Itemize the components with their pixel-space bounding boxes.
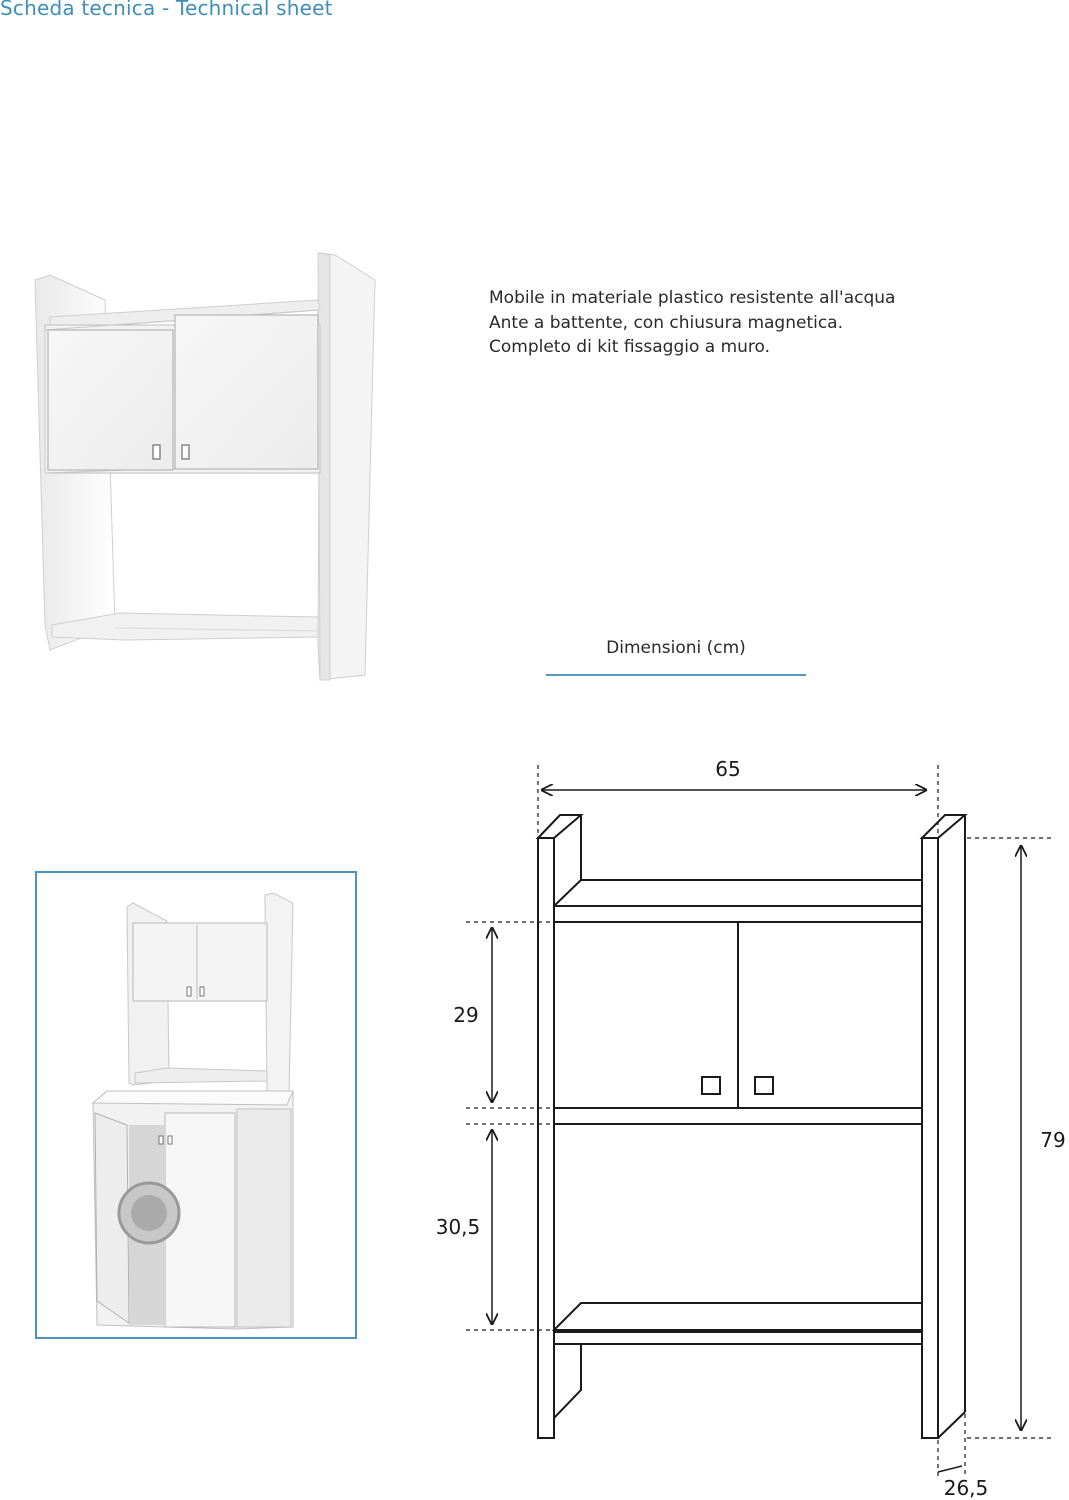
open-height-label: 30,5 (435, 1215, 481, 1239)
depth-dimension-line (938, 1466, 962, 1472)
dimensions-heading: Dimensioni (cm) (606, 638, 746, 658)
technical-drawing (420, 740, 1069, 1500)
product-render (30, 245, 380, 685)
product-description (489, 286, 895, 360)
render-handle-right (182, 445, 189, 459)
depth-label: 26,5 (943, 1476, 989, 1500)
door-handle-left-icon (702, 1077, 720, 1094)
description-line: Completo di kit fissaggio a muro. (489, 337, 771, 357)
cabinet-height-label: 29 (453, 1003, 479, 1027)
bottom-shelf (554, 1303, 922, 1330)
cabinet-outline (538, 815, 965, 1438)
render-handle-left (153, 445, 160, 459)
total-height-label: 79 (1040, 1128, 1066, 1152)
render-door-right (175, 315, 318, 469)
width-label: 65 (715, 757, 741, 781)
right-side-panel (922, 838, 938, 1438)
page-title: Scheda tecnica - Technical sheet (0, 0, 333, 20)
open-frame (554, 1124, 922, 1332)
description-line: Ante a battente, con chiusura magnetica. (489, 312, 844, 333)
installation-photo (37, 873, 355, 1337)
left-side-panel (538, 838, 554, 1438)
door-handle-right-icon (755, 1077, 773, 1094)
installation-photo-frame (35, 871, 357, 1339)
heading-underline (546, 674, 806, 676)
description-line: Mobile in materiale plastico resistente all'acqua (489, 288, 896, 308)
